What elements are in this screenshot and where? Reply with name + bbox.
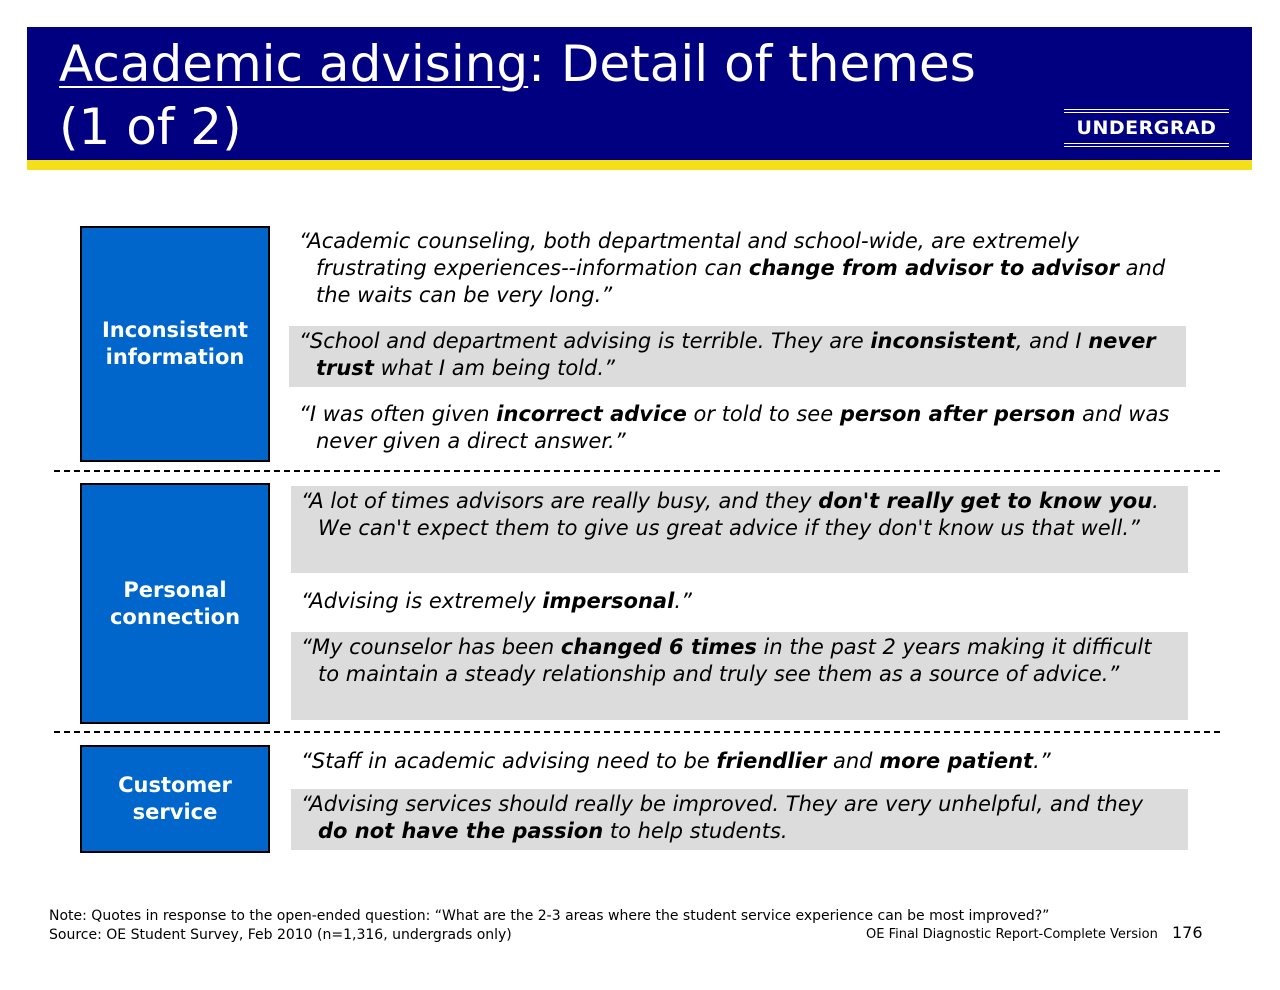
report-reference: OE Final Diagnostic Report-Complete Version	[866, 927, 1158, 942]
quote-4: “A lot of times advisors are really busy, and they don't really get to know you. We can't expect them to give us great advice if they don't know us that well.”	[291, 486, 1188, 573]
quote-8: “Advising services should really be improved. They are very unhelpful, and they do not have the passion to help students.	[291, 789, 1188, 850]
header-bar	[27, 27, 1252, 160]
page-number: 176	[1172, 923, 1203, 942]
title-rest: : Detail of themes	[528, 35, 976, 93]
theme-label: Customer service	[118, 773, 232, 824]
quote-5: “Advising is extremely impersonal.”	[301, 589, 692, 613]
theme-label: Personal connection	[109, 577, 241, 629]
theme-customer-service	[80, 745, 270, 853]
quote-1: “Academic counseling, both departmental and school-wide, are extremely frustrating experiences--information can change from advisor to advisor and the waits can be very long.”	[299, 229, 1166, 307]
quote-7: “Staff in academic advising need to be friendlier and more patient.”	[301, 749, 1051, 773]
footer-note: Note: Quotes in response to the open-ended question: “What are the 2-3 areas where the student service experience can be most improved?”	[49, 908, 1050, 924]
section-divider	[54, 470, 1220, 472]
quote-3: “I was often given incorrect advice or told to see person after person and was never given a direct answer.”	[299, 402, 1170, 453]
quote-2: “School and department advising is terrible. They are inconsistent, and I never trust what I am being told.”	[289, 326, 1186, 387]
title-link[interactable]: Academic advising	[59, 35, 529, 93]
undergrad-badge: UNDERGRAD	[1064, 109, 1229, 147]
title-line2: (1 of 2)	[59, 98, 242, 156]
section-divider	[54, 731, 1220, 733]
quote-6: “My counselor has been changed 6 times in the past 2 years making it difficult to maintain a steady relationship and truly see them as a source of advice.”	[291, 632, 1188, 720]
page-title	[59, 33, 976, 159]
theme-label: Inconsistent information	[101, 318, 249, 369]
theme-inconsistent-information	[80, 226, 270, 462]
header-accent-rule	[27, 160, 1252, 170]
theme-personal-connection	[80, 483, 270, 724]
footer-source: Source: OE Student Survey, Feb 2010 (n=1,316, undergrads only)	[49, 927, 512, 943]
